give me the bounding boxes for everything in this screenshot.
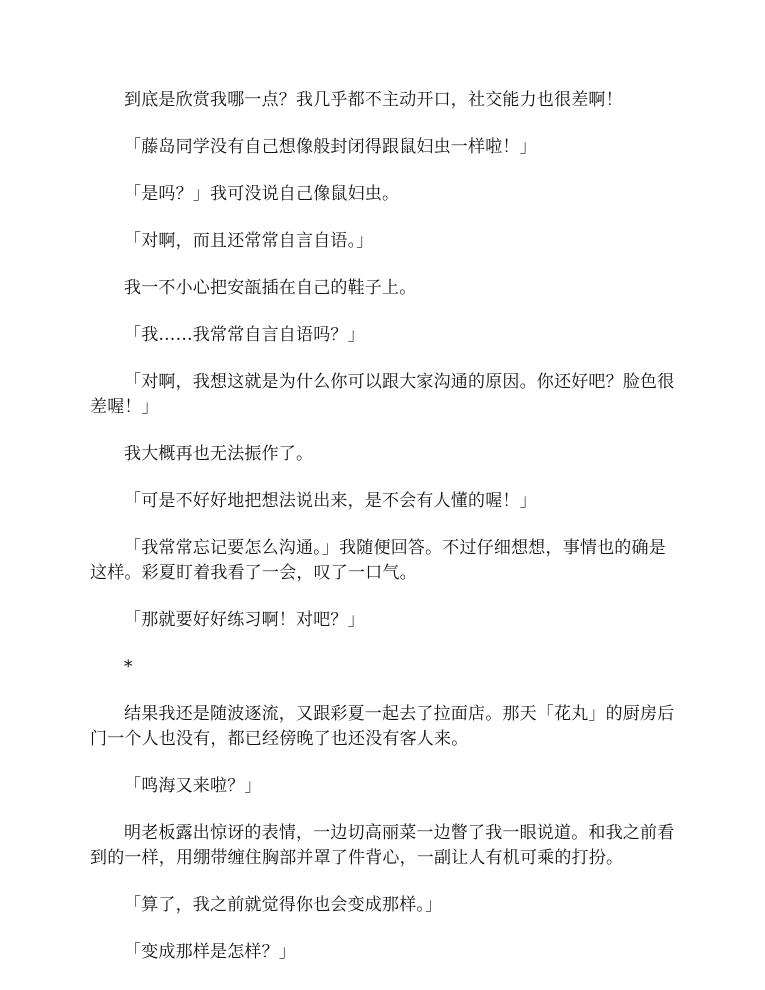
paragraph: 我一不小心把安瓿插在自己的鞋子上。 xyxy=(124,278,417,298)
paragraph: 「可是不好好地把想法说出来，是不会有人懂的喔！」 xyxy=(124,491,537,511)
document-page xyxy=(90,88,680,987)
paragraph: 「算了，我之前就觉得你也会变成那样。」 xyxy=(124,895,443,915)
paragraph: 「藤岛同学没有自己想像般封闭得跟鼠妇虫一样啦！」 xyxy=(124,137,537,157)
paragraph: 「那就要好好练习啊！对吧？」 xyxy=(124,610,365,630)
scene-separator: * xyxy=(124,657,133,677)
paragraph: 结果我还是随波逐流，又跟彩夏一起去了拉面店。那天「花丸」的厨房后门一个人也没有，都已经傍晚了也还没有客人来。 xyxy=(90,704,675,749)
paragraph: 到底是欣赏我哪一点？我几乎都不主动开口，社交能力也很差啊！ xyxy=(124,90,623,110)
paragraph: 「对啊，而且还常常自言自语。」 xyxy=(124,231,374,251)
paragraph: 「是吗？」我可没说自己像鼠妇虫。 xyxy=(124,184,400,204)
paragraph: 我大概再也无法振作了。 xyxy=(124,444,314,464)
paragraph: 「鸣海又来啦？」 xyxy=(124,776,262,796)
paragraph: 明老板露出惊讶的表情，一边切高丽菜一边瞥了我一眼说道。和我之前看到的一样，用绷带缠住胸部并罩了件背心，一副让人有机可乘的打扮。 xyxy=(90,823,675,868)
paragraph: 「我……我常常自言自语吗？」 xyxy=(124,325,365,345)
paragraph: 「变成那样是怎样？」 xyxy=(124,942,296,962)
paragraph: 「对啊，我想这就是为什么你可以跟大家沟通的原因。你还好吧？脸色很差喔！」 xyxy=(90,372,675,417)
paragraph: 「我常常忘记要怎么沟通。」我随便回答。不过仔细想想，事情也的确是这样。彩夏盯着我看了一会，叹了一口气。 xyxy=(90,538,666,583)
